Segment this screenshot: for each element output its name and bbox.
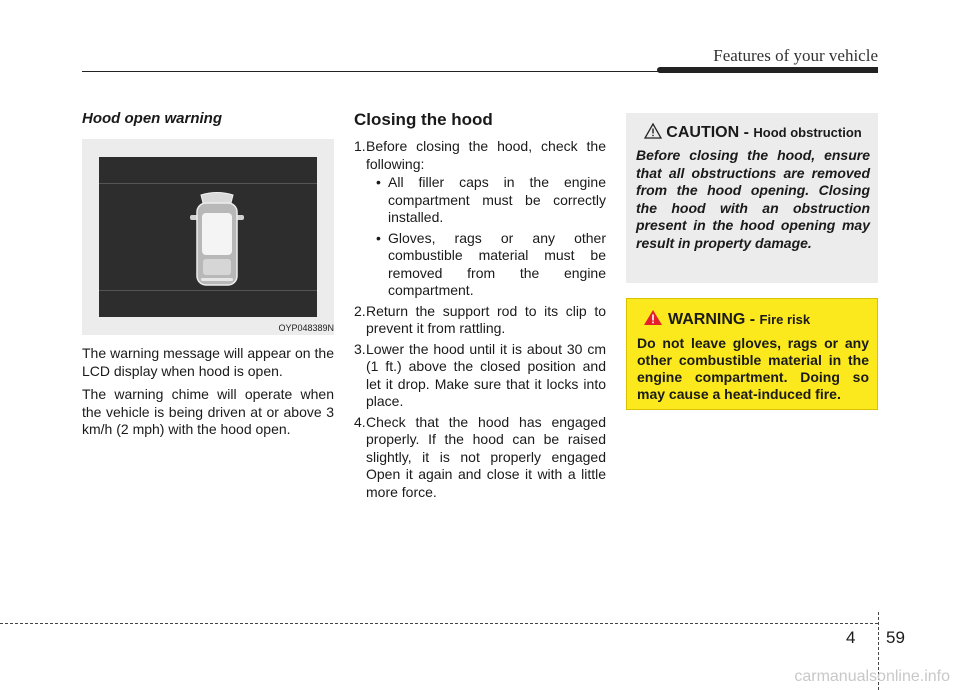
middle-column — [354, 110, 606, 504]
bullet-list — [366, 174, 606, 300]
car-hood-open-icon — [99, 157, 317, 317]
list-item: 4. Check that the hood has engaged properly. If the hood can be raised slightly, it is not properly engaged Open it again and close it with a little more force. — [354, 413, 606, 500]
steps-list — [354, 138, 606, 501]
caution-box — [626, 113, 878, 283]
list-item: 2. Return the support rod to its clip to prevent it from rattling. — [354, 302, 606, 336]
warning-box — [626, 298, 878, 410]
list-item: 3. Lower the hood until it is about 30 cm (1 ft.) above the closed position and let it drop. Make sure that it locks into place. — [354, 340, 606, 409]
chapter-number: 4 — [846, 628, 856, 647]
left-column — [82, 110, 334, 445]
caution-triangle-icon — [644, 123, 662, 139]
lcd-screen — [99, 157, 317, 317]
list-item: 1. Before closing the hood, check the following: • All filler caps in the engine compartment must be correctly installed. • Gloves, rags or any other combustible material must be removed from the engine compartment. — [354, 138, 606, 298]
caution-title: CAUTION - Hood obstruction — [636, 123, 870, 141]
paragraph: The warning message will appear on the LCD display when hood is open. — [82, 345, 334, 379]
paragraph: The warning chime will operate when the vehicle is being driven at or above 3 km/h (2 mph) with the hood open. — [82, 386, 334, 437]
lcd-display-figure — [82, 139, 334, 335]
caution-text: Before closing the hood, ensure that all obstructions are removed from the hood opening. Closing the hood with an obstruction present in the hood opening may result in property damage. — [636, 147, 870, 251]
figure-code: OYP048389N — [278, 323, 334, 333]
footer-rule — [0, 623, 878, 624]
warning-triangle-icon — [643, 309, 663, 326]
warning-title: WARNING - Fire risk — [643, 309, 869, 329]
page-number: 59 — [886, 628, 905, 647]
closing-the-hood-heading: Closing the hood — [354, 110, 493, 129]
header-rule-accent — [657, 67, 878, 73]
list-item: • All filler caps in the engine compartment must be correctly installed. — [376, 174, 606, 225]
list-item: • Gloves, rags or any other combustible material must be removed from the engine compartment. — [376, 229, 606, 298]
warning-text: Do not leave gloves, rags or any other combustible material in the engine compartment. Doing so may cause a heat-induced fire. — [637, 335, 869, 402]
section-title: Features of your vehicle — [713, 46, 878, 65]
watermark-text: carmanualsonline.info — [794, 668, 950, 685]
hood-open-warning-heading: Hood open warning — [82, 110, 222, 127]
